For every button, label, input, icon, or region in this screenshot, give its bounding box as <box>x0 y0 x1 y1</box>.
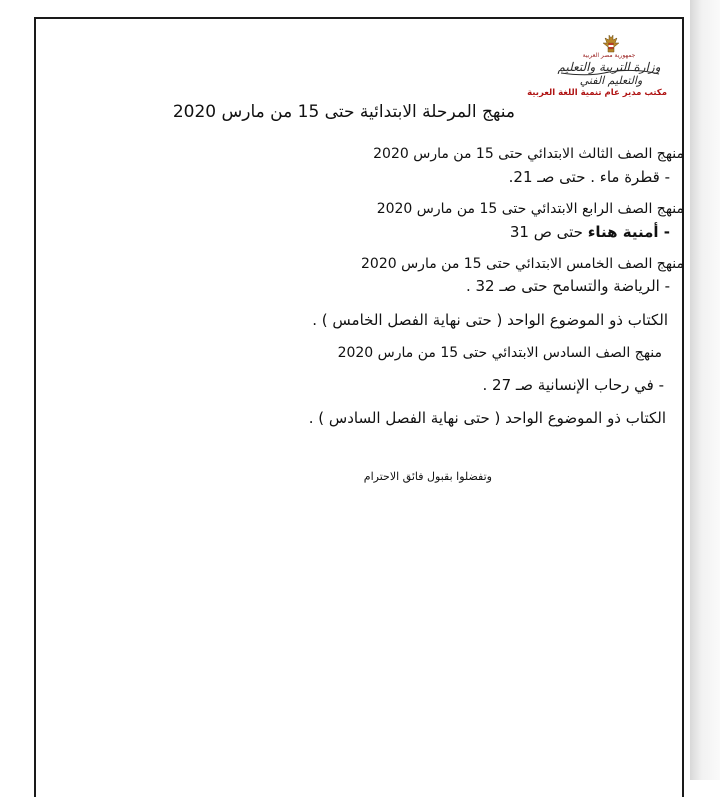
section-heading-grade-4: منهج الصف الرابع الابتدائي حتى 15 من مارس 2020 <box>376 201 684 217</box>
svg-text:والتعليم الفني: والتعليم الفني <box>579 74 643 87</box>
list-item <box>510 223 670 241</box>
page-range: حتى ص 31 <box>509 223 588 241</box>
eagle-emblem-icon <box>603 35 619 52</box>
list-item: - قطرة ماء . حتى صـ 21. <box>508 168 670 186</box>
lesson-title: - أمنية هناء <box>587 223 670 241</box>
svg-text:جمهورية مصر العربية: جمهورية مصر العربية <box>582 52 636 59</box>
closing-line: وتفضلوا بقبول فائق الاحترام <box>363 470 492 483</box>
section-heading-grade-3: منهج الصف الثالث الابتدائي حتى 15 من مارس 2020 <box>373 146 684 162</box>
page-title: منهج المرحلة الابتدائية حتى 15 من مارس 2020 <box>172 102 515 122</box>
list-item: - في رحاب الإنسانية صـ 27 . <box>482 376 664 394</box>
section-heading-grade-6: منهج الصف السادس الابتدائي حتى 15 من مارس 2020 <box>337 345 662 361</box>
list-item: - الرياضة والتسامح حتى صـ 32 . <box>465 277 670 295</box>
office-name: مكتب مدير عام تنمية اللغة العربية <box>527 88 667 98</box>
svg-text:وزارة التربية والتعليم: وزارة التربية والتعليم <box>557 60 661 74</box>
list-item: الكتاب ذو الموضوع الواحد ( حتى نهاية الفصل الخامس ) . <box>312 311 668 329</box>
section-heading-grade-5: منهج الصف الخامس الابتدائي حتى 15 من مارس 2020 <box>361 256 684 272</box>
document-page <box>34 17 684 797</box>
page-edge-shadow <box>690 0 720 780</box>
list-item: الكتاب ذو الموضوع الواحد ( حتى نهاية الفصل السادس ) . <box>308 409 666 427</box>
